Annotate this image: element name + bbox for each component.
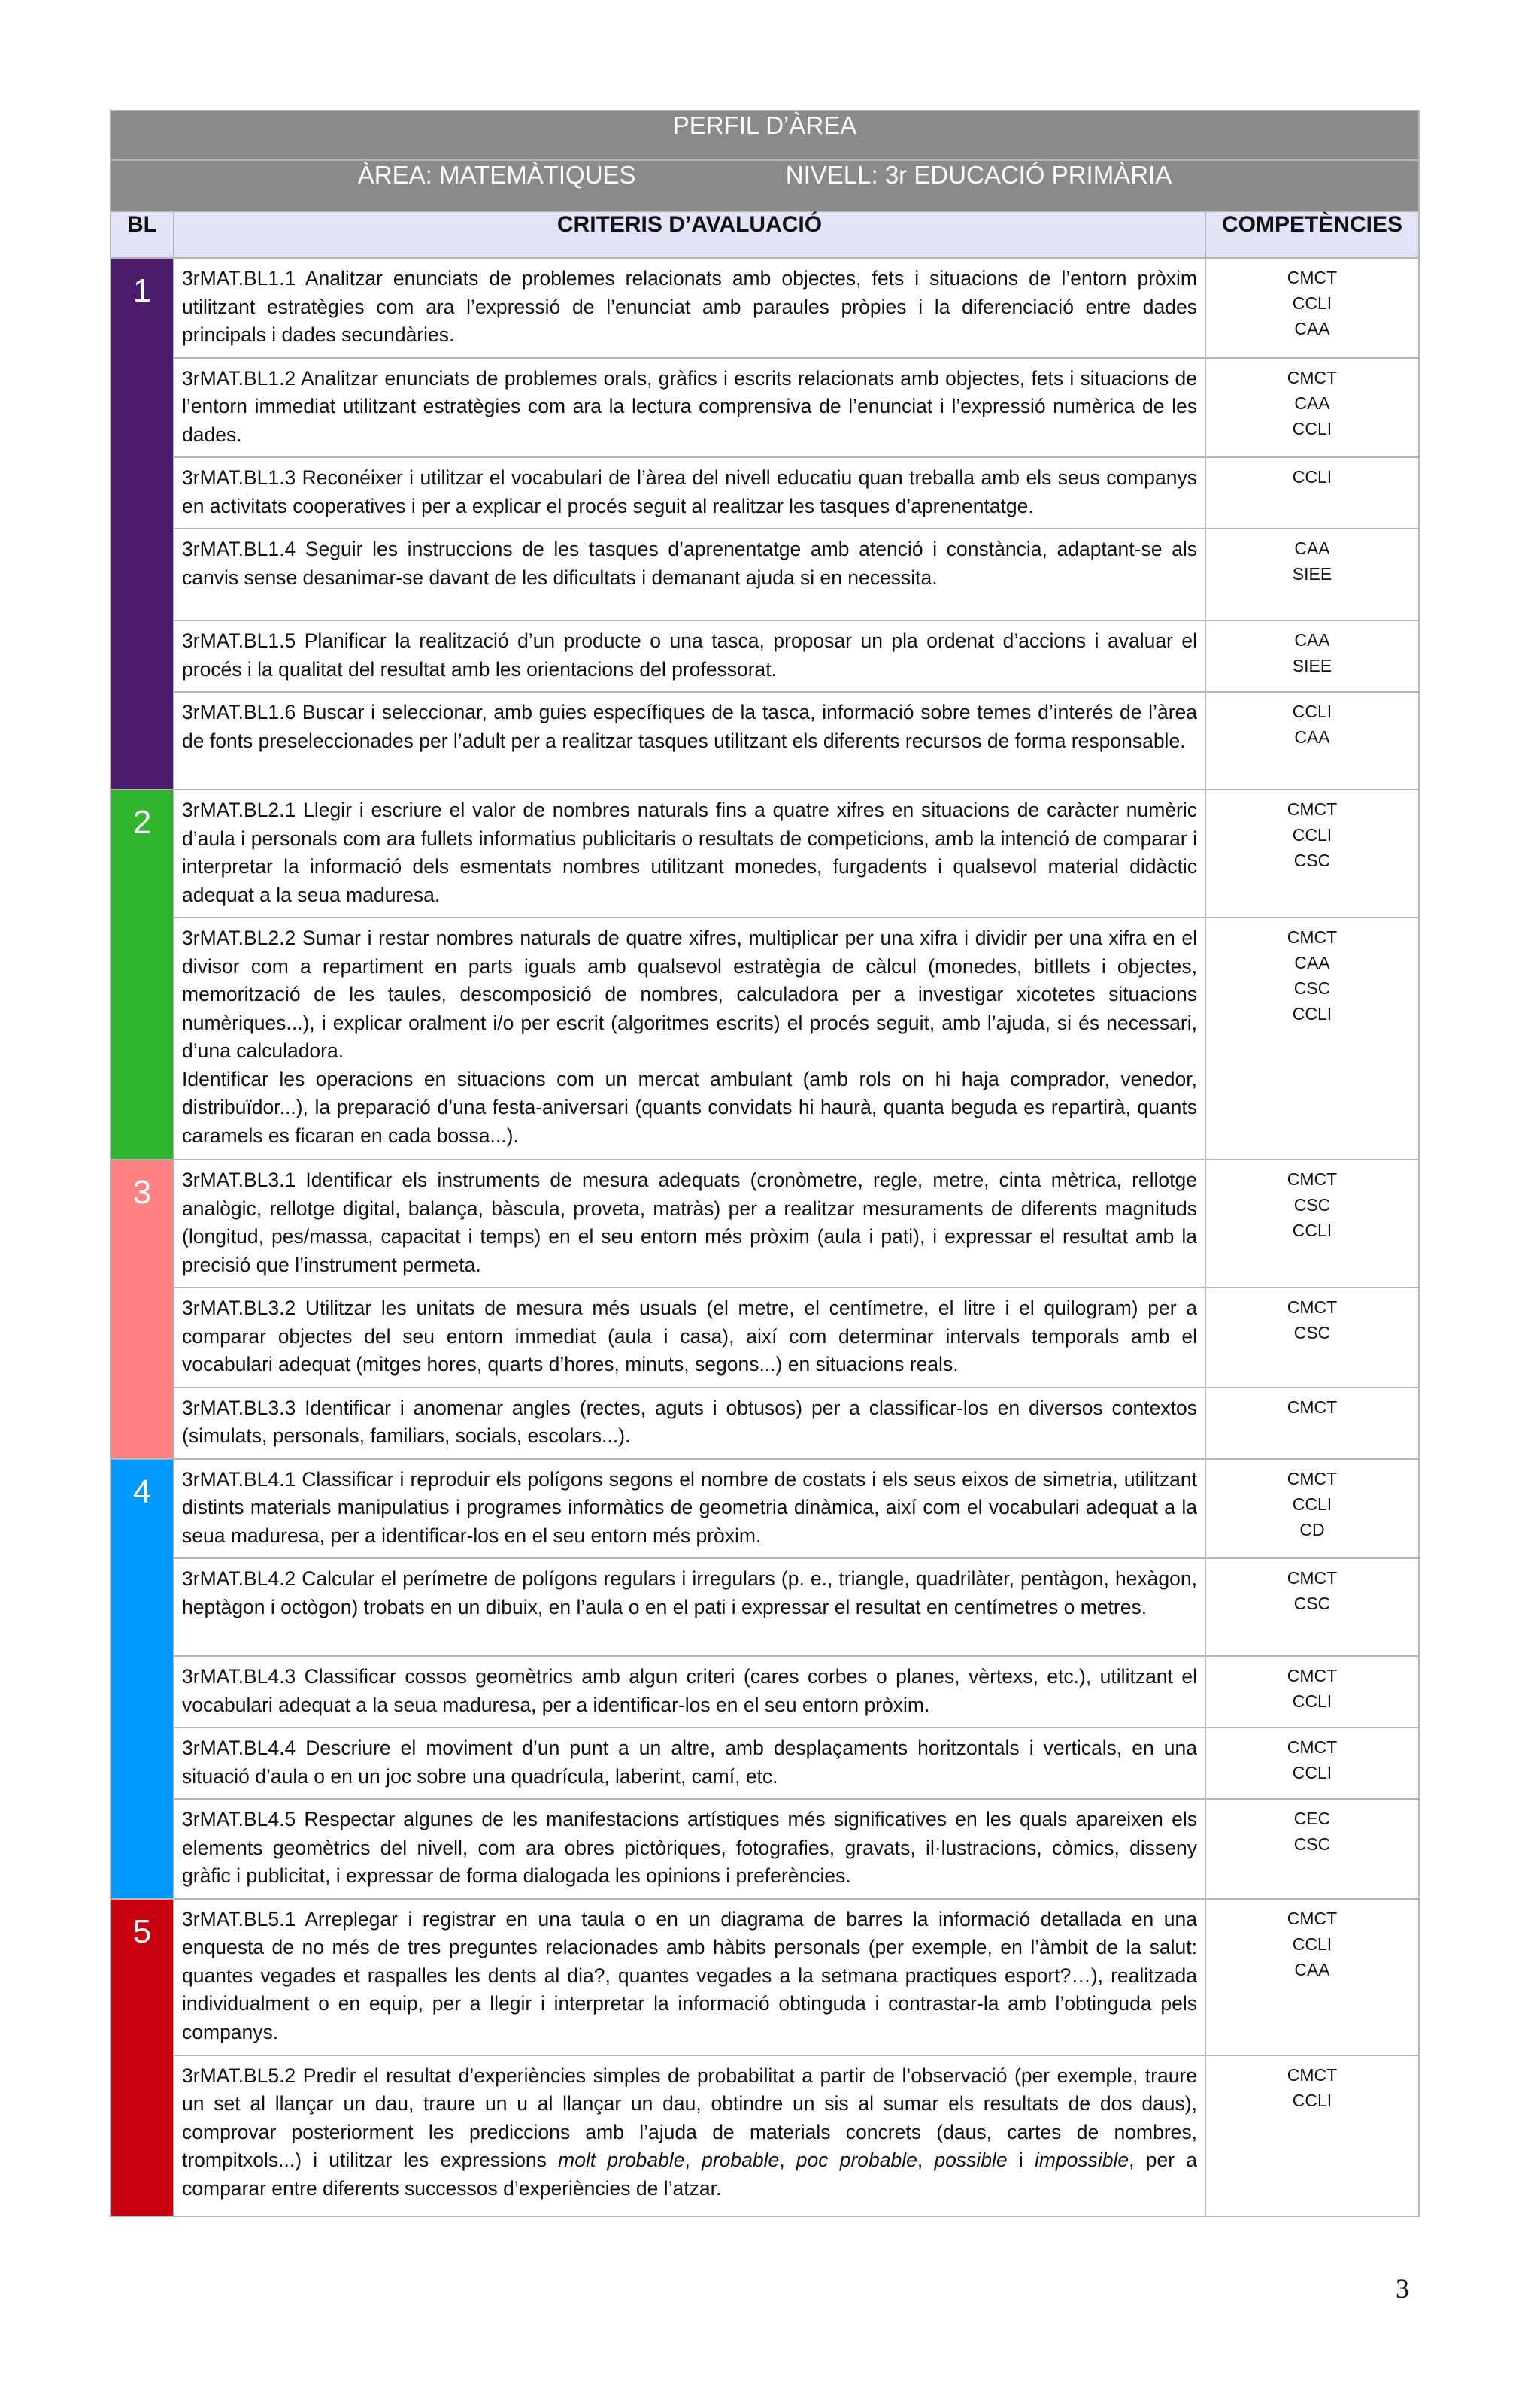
criterion-paragraph: 3rMAT.BL3.1 Identificar els instruments de mesura adequats (cronòmetre, regle, metre, cinta mètrica, rellotge analògic, rellotge digital, balança, bàscula, proveta, matràs) per a realitzar mesuraments de diferents magnituds (longitud, pes/massa, capacitat i temps) en el seu entorn més pròxim (aula i pati), i expressar el resultat amb la precisió que l’instrument permeta. (182, 1169, 1197, 1276)
page-number: 3 (1396, 2273, 1409, 2304)
competence-profile-table (110, 110, 1420, 2217)
competences-cell (1205, 258, 1419, 358)
criterion-paragraph: 3rMAT.BL4.4 Descriure el moviment d’un punt a un altre, amb desplaçaments horitzontals i verticals, en una situació d’aula o en un joc sobre una quadrícula, laberint, camí, etc. (182, 1736, 1197, 1788)
competence-code: SIEE (1292, 564, 1332, 584)
competences-cell (1205, 1799, 1419, 1899)
competence-code: CSC (1293, 1195, 1331, 1215)
criterion-text (174, 1656, 1205, 1727)
criteria-row (111, 258, 1419, 358)
competence-code: CAA (1294, 393, 1330, 413)
criterion-text (174, 918, 1205, 1160)
competences-cell (1205, 1656, 1419, 1727)
competence-code: CCLI (1292, 1494, 1332, 1514)
criterion-paragraph: 3rMAT.BL1.5 Planificar la realització d’un producte o una tasca, proposar un pla ordenat d’accions i avaluar el procés i la qualitat del resultat amb les orientacions del professorat. (182, 629, 1197, 681)
criterion-fragment: , (779, 2149, 796, 2171)
criteria-row (111, 457, 1419, 529)
competence-code: CCLI (1292, 1221, 1332, 1240)
criterion-paragraph: 3rMAT.BL2.2 Sumar i restar nombres naturals de quatre xifres, multiplicar per una xifra i dividir per una xifra en el divisor com a repartiment en parts iguals amb qualsevol estratègia de càlcul (monedes, bitllets i objectes, memorització de les taules, descomposició de nombres, calculadora per a investigar xicotetes situacions numèriques...), i explicar oralment i/o per escrit (algoritmes escrits) el procés seguit, amb l’ajuda, si és necessari, d’una calculadora. (182, 927, 1197, 1062)
competences-cell (1205, 1288, 1419, 1388)
competences-cell (1205, 1459, 1419, 1559)
criteria-row (111, 1656, 1419, 1727)
competence-code: CAA (1294, 727, 1330, 747)
criteria-row (111, 790, 1419, 918)
competences-column-header: COMPETÈNCIES (1205, 211, 1419, 258)
competence-code: CCLI (1292, 825, 1332, 845)
competence-code: CAA (1294, 953, 1330, 972)
competence-code: CCLI (1292, 1934, 1332, 1954)
competence-code: CMCT (1287, 1468, 1338, 1488)
block-number-cell: 2 (111, 790, 174, 1160)
competence-code: CMCT (1287, 1297, 1338, 1317)
competence-code: CD (1299, 1519, 1325, 1539)
competence-code: CMCT (1287, 1737, 1338, 1757)
competences-cell (1205, 1388, 1419, 1459)
criteria-row (111, 1388, 1419, 1459)
criterion-fragment: , (917, 2149, 935, 2171)
criterion-emphasis: impossible (1034, 2149, 1129, 2171)
criterion-text (174, 1388, 1205, 1459)
competences-cell (1205, 1160, 1419, 1288)
criterion-text (174, 358, 1205, 458)
competence-code: CCLI (1292, 1763, 1332, 1782)
competence-code: CMCT (1287, 1397, 1338, 1417)
block-number-cell: 5 (111, 1899, 174, 2216)
criterion-text (174, 1799, 1205, 1899)
criterion-paragraph: 3rMAT.BL2.1 Llegir i escriure el valor de nombres naturals fins a quatre xifres en situacions de caràcter numèric d’aula i personals com ara fullets informatius publicitaris o resultats de competicions, amb la intenció de comparar i interpretar la informació dels esmentats nombres utilitzant monedes, furgadents i qualsevol material didàctic adequat a la seua maduresa. (182, 799, 1197, 906)
competences-cell (1205, 620, 1419, 692)
criteria-row (111, 1899, 1419, 2055)
competences-cell (1205, 529, 1419, 620)
competence-code: CMCT (1287, 1568, 1338, 1588)
criteria-row (111, 358, 1419, 458)
criterion-paragraph: 3rMAT.BL3.3 Identificar i anomenar angles (rectes, aguts i obtusos) per a classificar-los en diversos contextos (simulats, personals, familiars, socials, escolars...). (182, 1396, 1197, 1447)
competences-cell (1205, 1727, 1419, 1799)
criterion-text (174, 2055, 1205, 2216)
criterion-emphasis: molt probable (558, 2149, 685, 2171)
competences-cell (1205, 2055, 1419, 2216)
criterion-paragraph: 3rMAT.BL1.2 Analitzar enunciats de problemes orals, gràfics i escrits relacionats amb objectes, fets i situacions de l’entorn immediat utilitzant estratègies com ara la lectura comprensiva de l’enunciat i l’expressió numèrica de les dades. (182, 366, 1197, 446)
criteria-row (111, 1288, 1419, 1388)
competence-code: CAA (1294, 630, 1330, 650)
competence-code: CMCT (1287, 927, 1338, 947)
criteria-row (111, 918, 1419, 1160)
competence-code: CMCT (1287, 268, 1338, 287)
competence-code: CSC (1293, 1594, 1331, 1613)
competence-code: CSC (1293, 851, 1331, 870)
criterion-paragraph: 3rMAT.BL1.1 Analitzar enunciats de problemes relacionats amb objectes, fets i situacions de l’entorn pròxim utilitzant estratègies com ara l’expressió de l’enunciat amb paraules pròpies i la diferenciació entre dades principals i dades secundàries. (182, 267, 1197, 346)
criterion-paragraph: 3rMAT.BL4.1 Classificar i reproduir els polígons segons el nombre de costats i els seus eixos de simetria, utilitzant distints materials manipulatius i programes informàtics de geometria dinàmica, així com el vocabulari adequat a la seua maduresa, per a identificar-los en el seu entorn més pròxim. (182, 1467, 1197, 1547)
criterion-text (174, 620, 1205, 692)
competence-code: CAA (1294, 319, 1330, 338)
competences-cell (1205, 1558, 1419, 1656)
competences-cell (1205, 918, 1419, 1160)
criterion-text (174, 790, 1205, 918)
criterion-text (174, 457, 1205, 529)
criteria-row (111, 1160, 1419, 1288)
criterion-paragraph: 3rMAT.BL1.3 Reconéixer i utilitzar el vocabulari de l’àrea del nivell educatiu quan treballa amb els seus companys en activitats cooperatives i per a explicar el procés seguit al realitzar les tasques d’aprenentatge. (182, 466, 1197, 517)
competence-code: CMCT (1287, 367, 1338, 387)
table-title-row (111, 111, 1419, 160)
criterion-text (174, 529, 1205, 620)
level-label: NIVELL: 3r EDUCACIÓ PRIMÀRIA (785, 161, 1172, 189)
competence-code: CCLI (1292, 2090, 1332, 2110)
criterion-paragraph: 3rMAT.BL3.2 Utilitzar les unitats de mesura més usuals (el metre, el centímetre, el litre i el quilogram) per a comparar objectes del seu entorn immediat (aula i casa), així com determinar intervals temporals amb el vocabulari adequat (mitges hores, quarts d’hores, minuts, segons...) en situacions reals. (182, 1297, 1197, 1376)
criterion-emphasis: probable (702, 2149, 780, 2171)
competence-code: CMCT (1287, 1169, 1338, 1189)
criterion-emphasis: poc probable (796, 2149, 917, 2171)
competence-code: CCLI (1292, 1004, 1332, 1024)
competence-code: CMCT (1287, 1908, 1338, 1928)
block-number-cell: 4 (111, 1459, 174, 1899)
competence-code: CAA (1294, 538, 1330, 558)
criterion-text (174, 258, 1205, 358)
competence-code: CSC (1293, 1834, 1331, 1854)
competence-code: CAA (1294, 1959, 1330, 1979)
competence-code: CMCT (1287, 799, 1338, 819)
competences-cell (1205, 790, 1419, 918)
competence-code: CSC (1293, 978, 1331, 998)
competences-cell (1205, 1899, 1419, 2055)
competences-cell (1205, 358, 1419, 458)
block-number-cell: 3 (111, 1160, 174, 1459)
criterion-fragment: 3rMAT.BL5.2 Predir el resultat d’experiències simples de probabilitat a partir de l’observació (per exemple, traure un set al llançar un dau, traure un u al llançar un dau, obtindre un sis al sumar els resultats de dos daus), comprovar posteriorment les prediccions amb l’ajuda de materials concrets (daus, cartes de nombres, trompitxols...) i utilitzar les expressions (182, 2064, 1197, 2171)
criteria-row (111, 620, 1419, 692)
profile-title: PERFIL D’ÀREA (111, 111, 1419, 160)
block-number-cell: 1 (111, 258, 174, 790)
competence-code: CCLI (1292, 702, 1332, 721)
criterion-fragment: , per a comparar entre diferents successos d’experiències de l’atzar. (182, 2149, 1197, 2200)
criteria-row (111, 529, 1419, 620)
criteria-row (111, 1459, 1419, 1559)
criterion-text (174, 1899, 1205, 2055)
criterion-text (174, 1459, 1205, 1559)
criterion-paragraph: 3rMAT.BL1.4 Seguir les instruccions de les tasques d’aprenentatge amb atenció i constància, adaptant-se als canvis sense desanimar-se davant de les dificultats i demanant ajuda si en necessita. (182, 538, 1197, 589)
competence-code: CCLI (1292, 418, 1332, 438)
competence-code: CCLI (1292, 293, 1332, 313)
competence-code: CCLI (1292, 1691, 1332, 1711)
bl-column-header: BL (111, 211, 174, 258)
criterion-text (174, 692, 1205, 790)
criterion-paragraph: 3rMAT.BL4.3 Classificar cossos geomètrics amb algun criteri (cares corbes o planes, vèrtexs, etc.), utilitzant el vocabulari adequat a la seua maduresa, per a identificar-los en el seu entorn pròxim. (182, 1665, 1197, 1716)
criteria-row (111, 2055, 1419, 2216)
criterion-paragraph: 3rMAT.BL4.5 Respectar algunes de les manifestacions artístiques més significatives en les quals apareixen els elements geomètrics del nivell, com ara obres pictòriques, fotografies, gravats, il·lustracions, còmics, disseny gràfic i publicitat, i expressar de forma dialogada les opinions i preferències. (182, 1808, 1197, 1887)
competence-code: CSC (1293, 1323, 1331, 1342)
column-header-row (111, 211, 1419, 258)
competence-code: CCLI (1292, 467, 1332, 487)
criteria-row (111, 1727, 1419, 1799)
competence-code: CMCT (1287, 1666, 1338, 1685)
criterion-emphasis: possible (934, 2149, 1008, 2171)
criterion-paragraph: 3rMAT.BL4.2 Calcular el perímetre de polígons regulars i irregulars (p. e., triangle, quadrilàter, pentàgon, hexàgon, heptàgon i octògon) trobats en un dibuix, en l’aula o en el pati i expressar el resultat en centímetres o metres. (182, 1567, 1197, 1618)
criterion-fragment: i (1007, 2149, 1035, 2171)
competence-code: CEC (1293, 1809, 1331, 1828)
criteria-column-header: CRITERIS D’AVALUACIÓ (174, 211, 1205, 258)
criterion-text (174, 1288, 1205, 1388)
competences-cell (1205, 692, 1419, 790)
criterion-text (174, 1727, 1205, 1799)
criterion-fragment: , (684, 2149, 702, 2171)
area-level-row (111, 160, 1419, 211)
criteria-row (111, 1558, 1419, 1656)
competence-code: SIEE (1292, 656, 1332, 675)
criteria-row (111, 1799, 1419, 1899)
criterion-text (174, 1558, 1205, 1656)
area-label: ÀREA: MATEMÀTIQUES (357, 161, 636, 189)
criterion-text (174, 1160, 1205, 1288)
criteria-row (111, 692, 1419, 790)
criterion-paragraph: 3rMAT.BL1.6 Buscar i seleccionar, amb guies específiques de la tasca, informació sobre temes d’interés de l’àrea de fonts preseleccionades per l’adult per a realitzar tasques utilitzant els diferents recursos de forma responsable. (182, 701, 1197, 752)
criterion-paragraph: 3rMAT.BL5.1 Arreplegar i registrar en una taula o en un diagrama de barres la informació detallada en una enquesta de no més de tres preguntes relacionades amb hàbits personals (per exemple, en l’àmbit de la salut: quantes vegades et raspalles les dents al dia?, quantes vegades a la setmana practiques esport?…), realitzada individualment o en equip, per a llegir i interpretar la informació obtinguda i contrastar-la amb l’obtinguda pels companys. (182, 1907, 1197, 2043)
competences-cell (1205, 457, 1419, 529)
competence-code: CMCT (1287, 2064, 1338, 2085)
criterion-paragraph: Identificar les operacions en situacions com un mercat ambulant (amb rols on hi haja comprador, venedor, distribuïdor...), la preparació d’una festa-aniversari (quants convidats hi haurà, quanta beguda es repartirà, quants caramels es ficaran en cada bossa...). (182, 1067, 1197, 1147)
